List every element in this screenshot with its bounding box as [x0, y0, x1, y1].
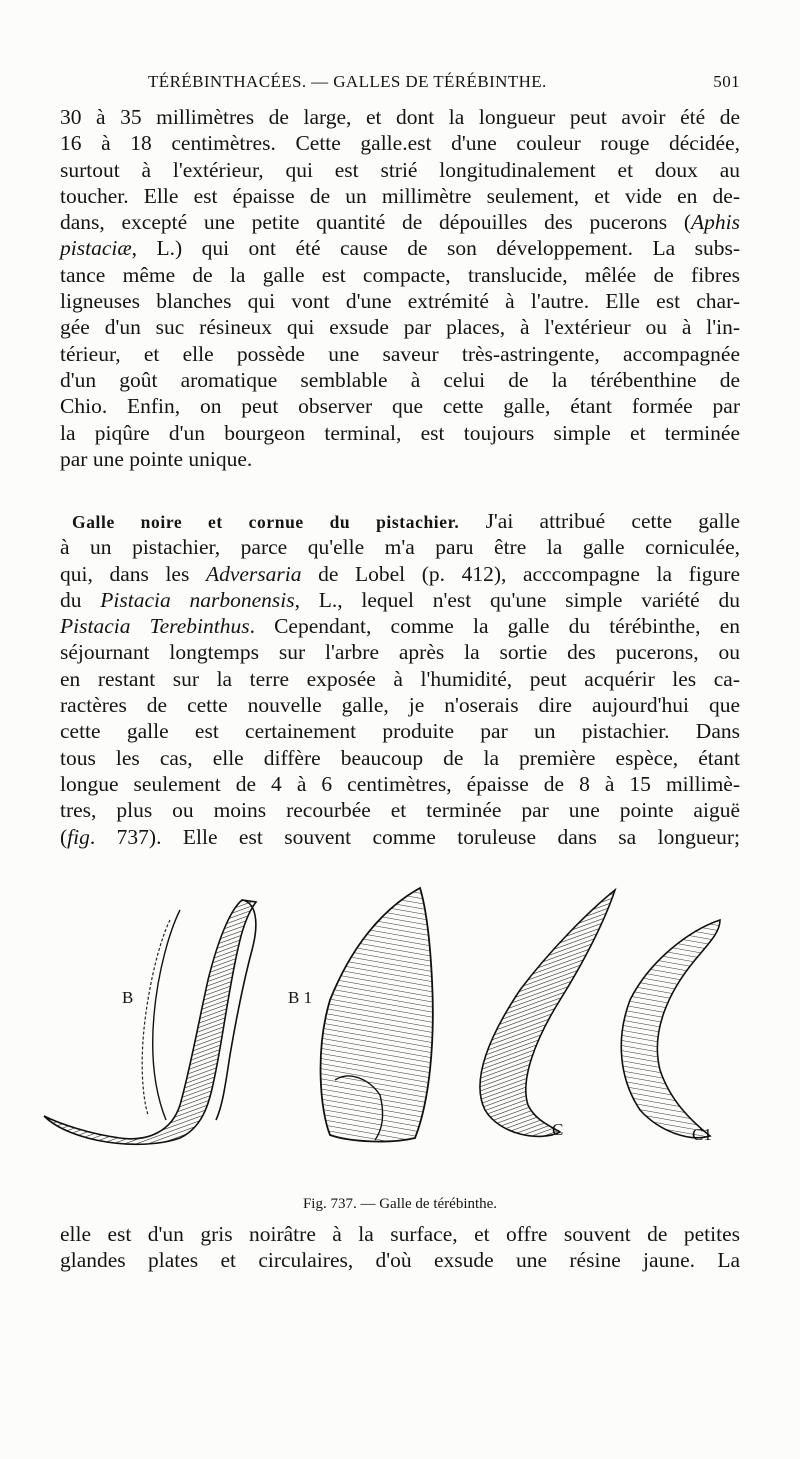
figure-label-b1: B 1 — [288, 988, 313, 1007]
text-run: du — [60, 587, 101, 612]
text-line: térieur, et elle possède une saveur très-astringente, accompagnée — [60, 341, 740, 366]
page-number: 501 — [713, 72, 740, 91]
gall-b-drawing — [44, 900, 256, 1144]
italic-ref: fig — [67, 824, 90, 849]
text-line: surtout à l'extérieur, qui est strié longitudinalement et doux au — [60, 157, 740, 182]
text-run: J'ai attribué cette galle — [459, 509, 740, 533]
text-line — [60, 235, 740, 261]
text-line: toucher. Elle est épaisse de un millimètre seulement, et vide en de- — [60, 183, 740, 208]
paragraph-pistachio-gall — [60, 508, 740, 850]
figure-label-c1: C1 — [692, 1125, 712, 1144]
running-head-title: TÉRÉBINTHACÉES. — GALLES DE TÉRÉBINTHE. — [148, 72, 547, 91]
text-line: à un pistachier, parce qu'elle m'a paru être la galle corniculée, — [60, 535, 740, 560]
text-run: de Lobel (p. 412), acccompagne la figure — [301, 561, 740, 586]
text-line: cette galle est certainement produite par un pistachier. Dans — [60, 719, 740, 744]
running-head — [60, 72, 740, 98]
text-run: . 737). Elle est souvent comme toruleuse dans sa longueur; — [89, 824, 740, 849]
text-line: ligneuses blanches qui vont d'une extrémité à l'autre. Elle est char- — [60, 289, 740, 314]
text-run: dans, excepté une petite quantité de dépouilles des pucerons ( — [60, 210, 692, 235]
text-line: 30 à 35 millimètres de large, et dont la longueur peut avoir été de — [60, 105, 740, 129]
paragraph-terebinth-gall — [60, 104, 740, 472]
text-line: ractères de cette nouvelle galle, je n'oserais dire aujourd'hui que — [60, 693, 740, 718]
text-line: elle est d'un gris noirâtre à la surface, et offre souvent de petites — [60, 1222, 740, 1246]
text-line — [60, 561, 740, 587]
figure-label-b: B — [122, 988, 134, 1007]
figure-737-illustration — [30, 880, 770, 1180]
text-line: séjournant longtemps sur l'arbre après la sortie des pucerons, ou — [60, 640, 740, 665]
text-line: glandes plates et circulaires, d'où exsude une résine jaune. La — [60, 1248, 740, 1273]
text-line — [60, 613, 740, 639]
gall-c1-drawing — [621, 920, 720, 1138]
text-run: qui, dans les — [60, 561, 206, 586]
text-run: . Cependant, comme la galle du térébinthe, en — [249, 614, 740, 639]
text-line: tres, plus ou moins recourbée et terminée par une pointe aiguë — [60, 798, 740, 823]
italic-taxon: Pistacia narbonensis — [100, 587, 295, 612]
figure-label-c: C — [552, 1120, 564, 1139]
text-line: tous les cas, elle diffère beaucoup de la première espèce, étant — [60, 745, 740, 770]
text-line: Chio. Enfin, on peut observer que cette galle, étant formée par — [60, 394, 740, 419]
gall-engravings — [30, 880, 770, 1180]
figure-caption: Fig. 737. — Galle de térébinthe. — [302, 1196, 498, 1212]
text-line: gée d'un suc résineux qui exsude par places, à l'extérieur ou à l'in- — [60, 315, 740, 340]
text-run: , L., lequel n'est qu'une simple variété du — [294, 587, 740, 612]
text-line: en restant sur la terre exposée à l'humidité, peut acquérir les ca- — [60, 666, 740, 691]
text-line — [60, 824, 740, 850]
section-lead-heading: Galle noire et cornue du pistachier. — [72, 512, 460, 532]
text-line: d'un goût aromatique semblable à celui de la térébenthine de — [60, 367, 740, 392]
text-run: , L.) qui ont été cause de son développement. La subs- — [131, 236, 740, 261]
paragraph-continuation — [60, 1221, 740, 1274]
text-line: tance même de la galle est compacte, translucide, mêlée de fibres — [60, 262, 740, 287]
text-line: 16 à 18 centimètres. Cette galle.est d'une couleur rouge décidée, — [60, 131, 740, 156]
text-line — [60, 209, 740, 235]
gall-c-drawing — [480, 890, 615, 1136]
italic-taxon: Pistacia Terebinthus — [60, 614, 250, 639]
gall-b1-drawing — [321, 888, 433, 1142]
text-line: longue seulement de 4 à 6 centimètres, épaisse de 8 à 15 millimè- — [60, 771, 740, 796]
text-line: par une pointe unique. — [60, 446, 253, 471]
italic-title: Adversaria — [205, 561, 302, 586]
text-line — [60, 508, 740, 534]
italic-taxon: Aphis — [691, 210, 740, 235]
text-line — [60, 587, 740, 613]
italic-taxon: pistaciæ — [60, 236, 132, 261]
text-run: ( — [60, 824, 68, 849]
text-line: la piqûre d'un bourgeon terminal, est toujours simple et terminée — [60, 420, 740, 445]
